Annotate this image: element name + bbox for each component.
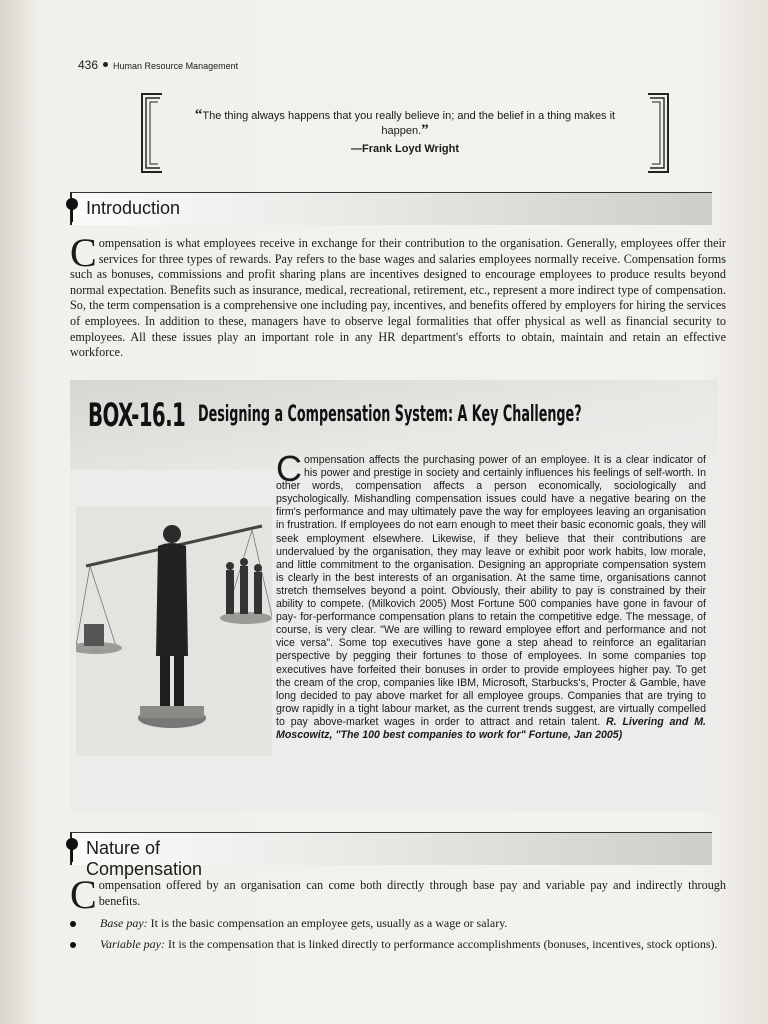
box-label: BOX-16.1 — [88, 396, 186, 434]
list-item — [70, 937, 726, 952]
bullet-icon — [70, 942, 76, 948]
box-title: Designing a Compensation System: A Key Challenge? — [198, 402, 582, 427]
quote-text-block — [190, 108, 620, 156]
book-title: Human Resource Management — [113, 61, 239, 71]
bullet-label: Base pay: — [100, 916, 148, 930]
open-quote-mark: “ — [194, 107, 203, 123]
box-body — [276, 448, 706, 742]
nature-text: ompensation offered by an organisation can come both directly through base pay and variable pay and indirectly through benefits. — [98, 878, 726, 908]
close-quote-mark: ” — [421, 122, 429, 138]
bullet-label: Variable pay: — [100, 937, 165, 951]
box-16-1 — [70, 380, 718, 812]
bullet-text: It is the compensation that is linked directly to performance accomplishments (bonuses, incentives, stock options). — [168, 937, 718, 951]
drop-cap: C — [70, 230, 97, 275]
drop-cap: C — [70, 872, 97, 917]
pin-icon — [66, 838, 78, 850]
box-body-text: ompensation affects the purchasing power of an employee. It is a clear indicator of his power and prestige in society and certainly influences his feelings of self-worth. In other words, compensation affects a person economically, sociologically and psychologically. Mishandling compensation issues could have a negative bearing on the firm's performance and may ultimately pave the way for employees leaving an organisation in frustration. If employees do not earn enough to meet their basic economic goals, they will seek employment elsewhere. Likewise, if they believe that their contributions are undervalued by the organisation, they may leave or exhibit poor work habits, low morale, and little commitment to the organisation. Designing an appropriate compensation system is clearly in the best interests of an organisation. At the same time, organisations cannot stretch themselves beyond a point. Obviously, their ability to pay is constrained by their ability to compete. (Milkovich 2005) Most Fortune 500 companies have gone in favour of pay- for-performance compensation plans to retain the competitive edge. The message, of course, is very clear. "We are willing to reward employee effort and performance and not vice versa". Some top executives have gone a step ahead to reinforce an egalitarian perspective by pegging their fortunes to those of employees. In some companies top executives have forfeited their bonuses in order to provide employees higher pay. To get the cream of the crop, companies like IBM, Microsoft, Starbucks's, Procter & Gamble, have long decided to pay above market for all employee groups. Companies that are trying to grow rapidly in a tight labour market, as the current trends suggest, are virtually compelled to pay above-market wages in order to attract and retain talent. — [276, 454, 706, 728]
box-drop-cap: C — [276, 448, 302, 489]
bullet-text: It is the basic compensation an employee gets, usually as a wage or salary. — [150, 916, 508, 930]
pin-icon — [66, 198, 78, 210]
running-head — [78, 58, 238, 72]
box-citation: R. Livering and M. Moscowitz, "The 100 best companies to work for" Fortune, Jan 2005) — [276, 715, 706, 741]
introduction-text: ompensation is what employees receive in exchange for their contribution to the organisation. Generally, employees offer their services for three types of rewards. Pay refers to the base wages and salaries employees normally receive. Compensation forms such as bonuses, commissions and profit sharing plans are incentives designed to encourage employees to produce results beyond normal expectation. Benefits such as insurance, medical, recreational, retirement, etc., represent a more indirect type of compensation. So, the term compensation is a comprehensive one including pay, incentives, and benefits offered by employers for hiring the services of employees. In addition to these, managers have to observe legal formalities that offer physical as well as financial security to employees. All these issues play an important role in any HR department's efforts to obtain, maintain and retain an effective workforce. — [70, 236, 726, 360]
heading-title: Introduction — [86, 198, 181, 218]
scales-of-compensation-illustration — [76, 506, 272, 756]
epigraph-quote — [140, 92, 670, 174]
page-number: 436 — [78, 58, 99, 72]
introduction-paragraph — [70, 230, 726, 361]
heading-title: Nature of Compensation — [86, 838, 203, 879]
quote-body: The thing always happens that you really believe in; and the belief in a thing makes it happen. — [202, 110, 616, 137]
left-bracket-icon — [140, 92, 164, 174]
bullet-list — [70, 916, 726, 958]
bullet-icon — [70, 921, 76, 927]
quote-author: —Frank Loyd Wright — [351, 143, 459, 155]
nature-paragraph — [70, 872, 726, 917]
list-item — [70, 916, 726, 931]
right-bracket-icon — [646, 92, 670, 174]
bullet-dot-icon — [103, 62, 108, 67]
